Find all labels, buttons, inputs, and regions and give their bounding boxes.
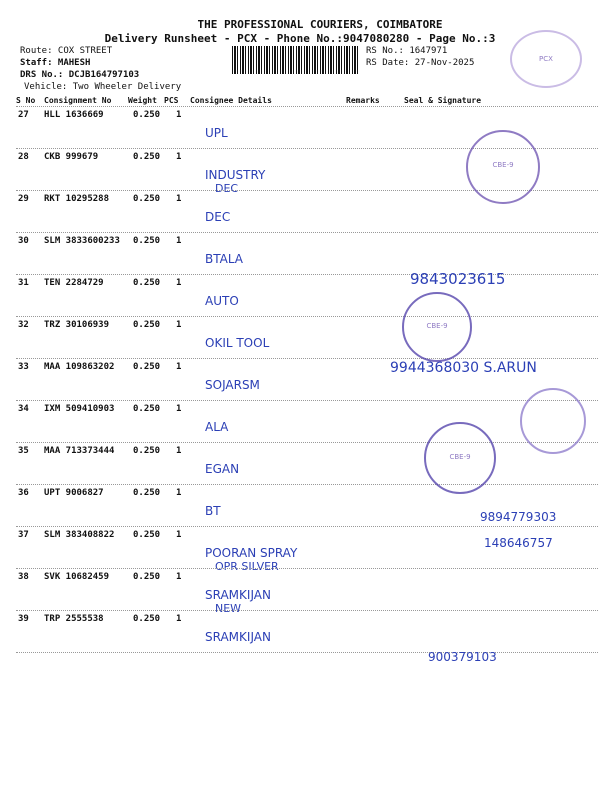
- drs-label: DRS No.: DCJB164797103: [20, 70, 140, 80]
- row-pcs: 1: [176, 530, 182, 540]
- route-label: Route: COX STREET: [20, 46, 113, 56]
- col-seal: Seal & Signature: [404, 96, 482, 105]
- row-sno: 28: [18, 152, 29, 162]
- row-consignment-no: TRP 2555538: [44, 614, 104, 624]
- row-consignment-no: IXM 509410903: [44, 404, 115, 414]
- row-consignee: SOJARSM: [205, 378, 260, 392]
- row-consignee: SRAMKIJAN: [205, 630, 271, 644]
- handwritten-phone: 9944368030 S.ARUN: [390, 360, 537, 376]
- col-pcs: PCS: [164, 96, 179, 105]
- vehicle-label: Vehicle: Two Wheeler Delivery: [24, 82, 182, 92]
- row-weight: 0.250: [133, 110, 161, 120]
- row-sno: 33: [18, 362, 29, 372]
- row-consignment-no: MAA 109863202: [44, 362, 115, 372]
- company-stamp: CBE-9: [466, 130, 540, 204]
- row-sno: 31: [18, 278, 29, 288]
- row-consignee-line2: OPR SILVER: [215, 560, 279, 573]
- row-weight: 0.250: [133, 404, 161, 414]
- row-sno: 32: [18, 320, 29, 330]
- row-weight: 0.250: [133, 446, 161, 456]
- row-divider: [16, 568, 598, 569]
- row-sno: 34: [18, 404, 29, 414]
- col-consignment: Consignment No: [44, 96, 112, 105]
- row-weight: 0.250: [133, 530, 161, 540]
- col-remarks: Remarks: [346, 96, 380, 105]
- row-consignee: POORAN SPRAY: [205, 546, 298, 560]
- row-consignment-no: TEN 2284729: [44, 278, 104, 288]
- row-divider: [16, 358, 598, 359]
- row-pcs: 1: [176, 572, 182, 582]
- row-weight: 0.250: [133, 362, 161, 372]
- company-stamp: [520, 388, 586, 454]
- row-pcs: 1: [176, 236, 182, 246]
- row-weight: 0.250: [133, 614, 161, 624]
- row-consignee-line2: DEC: [215, 182, 239, 195]
- row-consignee: ALA: [205, 420, 229, 434]
- row-consignment-no: CKB 999679: [44, 152, 99, 162]
- row-weight: 0.250: [133, 236, 161, 246]
- row-divider: [16, 274, 598, 275]
- row-consignment-no: RKT 10295288: [44, 194, 110, 204]
- company-stamp: CBE-9: [424, 422, 496, 494]
- row-sno: 27: [18, 110, 29, 120]
- row-divider: [16, 442, 598, 443]
- row-consignment-no: HLL 1636669: [44, 110, 104, 120]
- row-divider: [16, 484, 598, 485]
- row-consignee: BT: [205, 504, 221, 518]
- row-weight: 0.250: [133, 488, 161, 498]
- staff-label: Staff: MAHESH: [20, 58, 91, 68]
- handwritten-phone: 9843023615: [410, 270, 506, 288]
- row-weight: 0.250: [133, 194, 161, 204]
- row-consignee: AUTO: [205, 294, 239, 308]
- col-consignee: Consignee Details: [190, 96, 272, 105]
- row-consignee-line2: NEW: [215, 602, 242, 615]
- row-pcs: 1: [176, 320, 182, 330]
- row-consignee: UPL: [205, 126, 228, 140]
- row-consignee: INDUSTRY: [205, 168, 266, 182]
- row-consignment-no: SLM 3833600233: [44, 236, 120, 246]
- row-consignment-no: TRZ 30106939: [44, 320, 110, 330]
- row-divider: [16, 400, 598, 401]
- row-pcs: 1: [176, 488, 182, 498]
- row-pcs: 1: [176, 110, 182, 120]
- row-divider: [16, 652, 598, 653]
- row-divider: [16, 232, 598, 233]
- company-stamp: CBE-9: [402, 292, 472, 362]
- row-consignee: DEC: [205, 210, 231, 224]
- handwritten-phone: 148646757: [484, 536, 553, 550]
- rs-date: RS Date: 27-Nov-2025: [366, 58, 475, 68]
- corner-stamp: PCX: [510, 30, 582, 88]
- row-sno: 36: [18, 488, 29, 498]
- handwritten-phone: 9894779303: [480, 510, 557, 524]
- row-pcs: 1: [176, 362, 182, 372]
- row-weight: 0.250: [133, 152, 161, 162]
- row-consignment-no: SLM 383408822: [44, 530, 115, 540]
- row-consignment-no: MAA 713373444: [44, 446, 115, 456]
- runsheet-subtitle: Delivery Runsheet - PCX - Phone No.:9047080280 - Page No.:3: [104, 32, 496, 45]
- row-weight: 0.250: [133, 278, 161, 288]
- col-weight: Weight: [128, 96, 157, 105]
- row-sno: 39: [18, 614, 29, 624]
- row-pcs: 1: [176, 152, 182, 162]
- row-pcs: 1: [176, 194, 182, 204]
- row-consignment-no: UPT 9006827: [44, 488, 104, 498]
- row-consignment-no: SVK 10682459: [44, 572, 110, 582]
- company-title: THE PROFESSIONAL COURIERS, COIMBATORE: [197, 18, 443, 31]
- rs-number: RS No.: 1647971: [366, 46, 448, 56]
- barcode: [232, 46, 360, 74]
- row-pcs: 1: [176, 404, 182, 414]
- row-pcs: 1: [176, 614, 182, 624]
- row-sno: 38: [18, 572, 29, 582]
- row-divider: [16, 316, 598, 317]
- row-divider: [16, 526, 598, 527]
- row-consignee: EGAN: [205, 462, 240, 476]
- row-consignee: BTALA: [205, 252, 244, 266]
- row-weight: 0.250: [133, 320, 161, 330]
- row-consignee: OKIL TOOL: [205, 336, 270, 350]
- row-pcs: 1: [176, 278, 182, 288]
- row-pcs: 1: [176, 446, 182, 456]
- row-divider: [16, 610, 598, 611]
- row-sno: 29: [18, 194, 29, 204]
- handwritten-phone: 900379103: [428, 650, 497, 664]
- row-consignee: SRAMKIJAN: [205, 588, 271, 602]
- row-sno: 35: [18, 446, 29, 456]
- row-sno: 37: [18, 530, 29, 540]
- row-sno: 30: [18, 236, 29, 246]
- header-divider: [16, 106, 598, 107]
- col-sno: S No: [16, 96, 36, 105]
- row-weight: 0.250: [133, 572, 161, 582]
